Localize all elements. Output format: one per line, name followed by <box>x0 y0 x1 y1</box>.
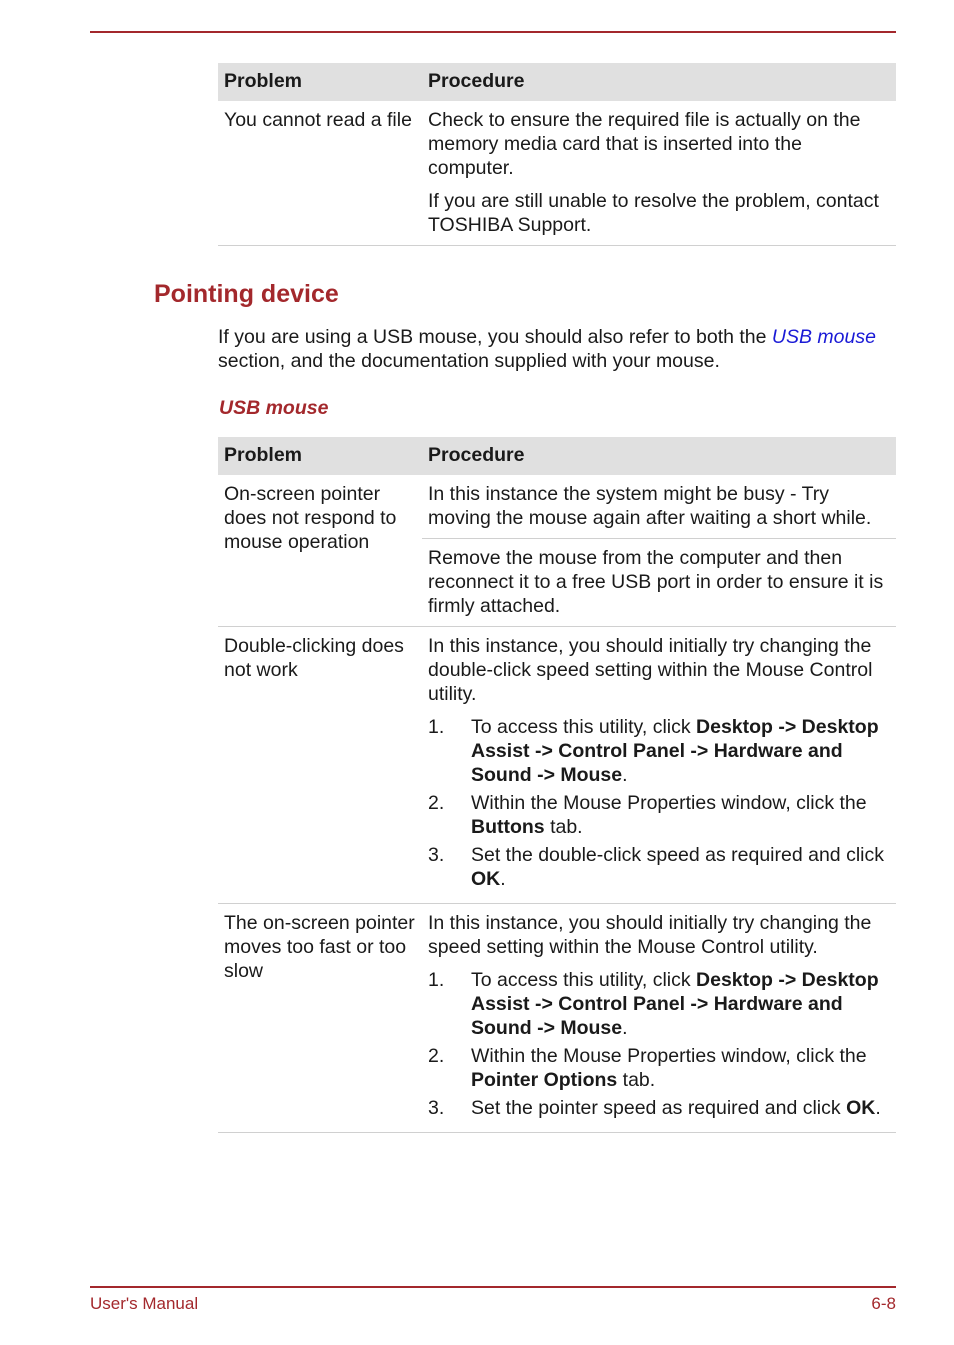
section-title: Pointing device <box>154 280 339 308</box>
footer-rule <box>90 1286 896 1288</box>
step-target: Pointer Options <box>471 1069 618 1091</box>
procedure-text: If you are still unable to resolve the problem, contact TOSHIBA Support. <box>428 190 879 236</box>
problem-cell: On-screen pointer does not respond to mouse operation <box>218 475 422 627</box>
list-item <box>428 1044 890 1092</box>
step-text: To access this utility, click <box>471 969 697 991</box>
procedure-text: Remove the mouse from the computer and then reconnect it to a free USB port in order to ensure it is firmly attached. <box>428 547 884 617</box>
list-item <box>428 968 890 1040</box>
problem-table-memory-card <box>218 63 896 246</box>
table-row <box>218 627 896 904</box>
step-target: Buttons <box>471 816 545 838</box>
step-number: 2. <box>428 792 445 814</box>
table-header-row <box>218 63 896 101</box>
step-text-end: tab. <box>544 816 583 838</box>
table-row <box>218 101 896 246</box>
step-path: Desktop -> Desktop Assist -> Control Panel -> Hardware and Sound -> Mouse <box>471 716 879 786</box>
table-row <box>218 904 896 1133</box>
step-text: Set the pointer speed as required and click <box>471 1097 847 1119</box>
problem-cell: The on-screen pointer moves too fast or too slow <box>218 904 422 1133</box>
step-text-end: . <box>622 764 628 786</box>
problem-cell: Double-clicking does not work <box>218 627 422 904</box>
procedure-text: In this instance the system might be busy - Try moving the mouse again after waiting a short while. <box>428 483 872 529</box>
step-text: Within the Mouse Properties window, click the <box>471 792 867 814</box>
step-number: 1. <box>428 969 445 991</box>
step-text: To access this utility, click <box>471 716 697 738</box>
intro-text: If you are using a USB mouse, you should also refer to both the <box>218 326 772 348</box>
step-path: Desktop -> Desktop Assist -> Control Panel -> Hardware and Sound -> Mouse <box>471 969 879 1039</box>
problem-table-usb-mouse <box>218 437 896 1133</box>
step-text: Set the double-click speed as required and click <box>471 844 884 866</box>
list-item <box>428 843 890 891</box>
problem-cell: You cannot read a file <box>218 101 422 246</box>
step-target: OK <box>471 868 501 890</box>
problem-column-header: Problem <box>218 437 422 475</box>
subsection-title: USB mouse <box>219 397 329 419</box>
step-number: 1. <box>428 716 445 738</box>
step-text-end: tab. <box>617 1069 656 1091</box>
table-header-row <box>218 437 896 475</box>
header-rule <box>90 31 896 33</box>
section-intro <box>218 325 878 373</box>
procedure-text: Check to ensure the required file is actually on the memory media card that is inserted into the computer. <box>428 109 861 179</box>
procedure-column-header: Procedure <box>422 437 896 475</box>
steps-list <box>428 968 890 1120</box>
procedure-cell <box>422 101 896 246</box>
step-text-end: . <box>500 868 506 890</box>
list-item <box>428 715 890 787</box>
footer-manual-title: User's Manual <box>90 1294 199 1313</box>
step-number: 3. <box>428 1097 445 1119</box>
intro-text: section, and the documentation supplied with your mouse. <box>218 350 720 372</box>
procedure-cell <box>422 475 896 539</box>
list-item <box>428 1096 890 1120</box>
procedure-text: In this instance, you should initially try changing the speed setting within the Mouse Control utility. <box>428 912 872 958</box>
procedure-cell <box>422 904 896 1133</box>
table-row <box>218 475 896 539</box>
step-number: 3. <box>428 844 445 866</box>
procedure-column-header: Procedure <box>422 63 896 101</box>
procedure-cell <box>422 539 896 627</box>
procedure-text: In this instance, you should initially try changing the double-click speed setting within the Mouse Control utility. <box>428 635 873 705</box>
step-number: 2. <box>428 1045 445 1067</box>
list-item <box>428 791 890 839</box>
problem-column-header: Problem <box>218 63 422 101</box>
usb-mouse-link[interactable]: USB mouse <box>771 326 876 348</box>
step-target: OK <box>846 1097 876 1119</box>
procedure-cell <box>422 627 896 904</box>
steps-list <box>428 715 890 891</box>
footer-page-number: 6-8 <box>871 1294 896 1313</box>
step-text-end: . <box>875 1097 881 1119</box>
step-text-end: . <box>622 1017 628 1039</box>
step-text: Within the Mouse Properties window, click the <box>471 1045 867 1067</box>
